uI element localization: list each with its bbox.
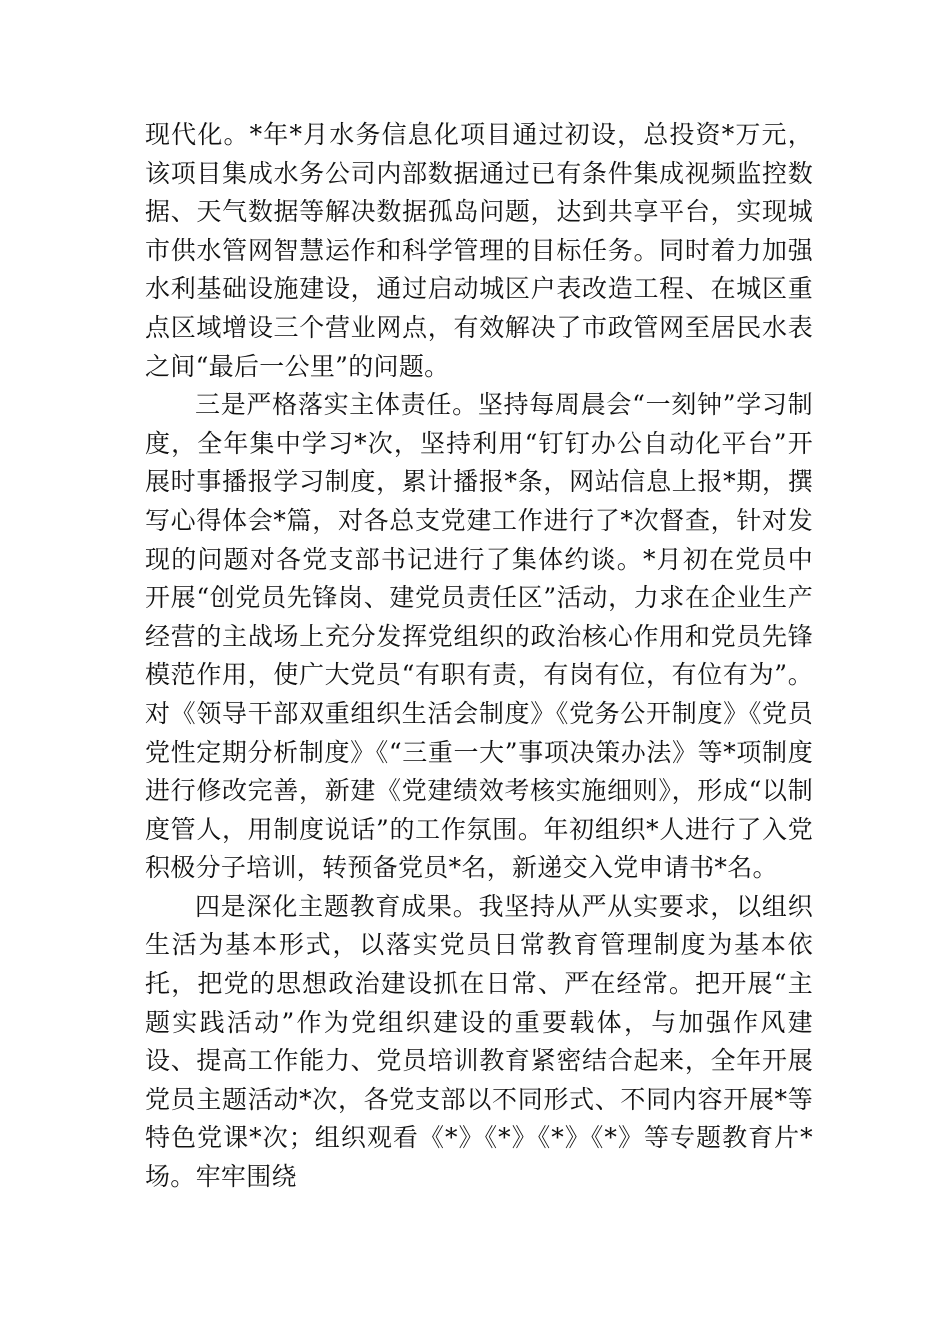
paragraph-continuation: 现代化。*年*月水务信息化项目通过初设，总投资*万元，该项目集成水务公司内部数据通过已有条件集成视频监控数据、天气数据等解决数据孤岛问题，达到共享平台，实现城市供水管网智慧运作和科学管理的目标任务。同时着力加强水利基础设施建设，通过启动城区户表改造工程、在城区重点区域增设三个营业网点，有效解决了市政管网至居民水表之间“最后一公里”的问题。 — [145, 120, 813, 381]
document-page — [145, 116, 813, 1197]
paragraph-section-three: 三是严格落实主体责任。坚持每周晨会“一刻钟”学习制度，全年集中学习*次，坚持利用“钉钉办公自动化平台”开展时事播报学习制度，累计播报*条，网站信息上报*期，撰写心得体会*篇，对各总支党建工作进行了*次督查，针对发现的问题对各党支部书记进行了集体约谈。*月初在党员中开展“创党员先锋岗、建党员责任区”活动，力求在企业生产经营的主战场上充分发挥党组织的政治核心作用和党员先锋模范作用，使广大党员“有职有责，有岗有位，有位有为”。对《领导干部双重组织生活会制度》《党务公开制度》《党员党性定期分析制度》《“三重一大”事项决策办法》等*项制度进行修改完善，新建《党建绩效考核实施细则》，形成“以制度管人，用制度说话”的工作氛围。年初组织*人进行了入党积极分子培训，转预备党员*名，新递交入党申请书*名。 — [145, 390, 813, 883]
paragraph-section-four: 四是深化主题教育成果。我坚持从严从实要求，以组织生活为基本形式，以落实党员日常教育管理制度为基本依托，把党的思想政治建设抓在日常、严在经常。把开展“主题实践活动”作为党组织建设的重要载体，与加强作风建设、提高工作能力、党员培训教育紧密结合起来，全年开展党员主题活动*次，各党支部以不同形式、不同内容开展*等特色党课*次；组织观看《*》《*》《*》《*》等专题教育片*场。牢牢围绕 — [145, 891, 813, 1192]
